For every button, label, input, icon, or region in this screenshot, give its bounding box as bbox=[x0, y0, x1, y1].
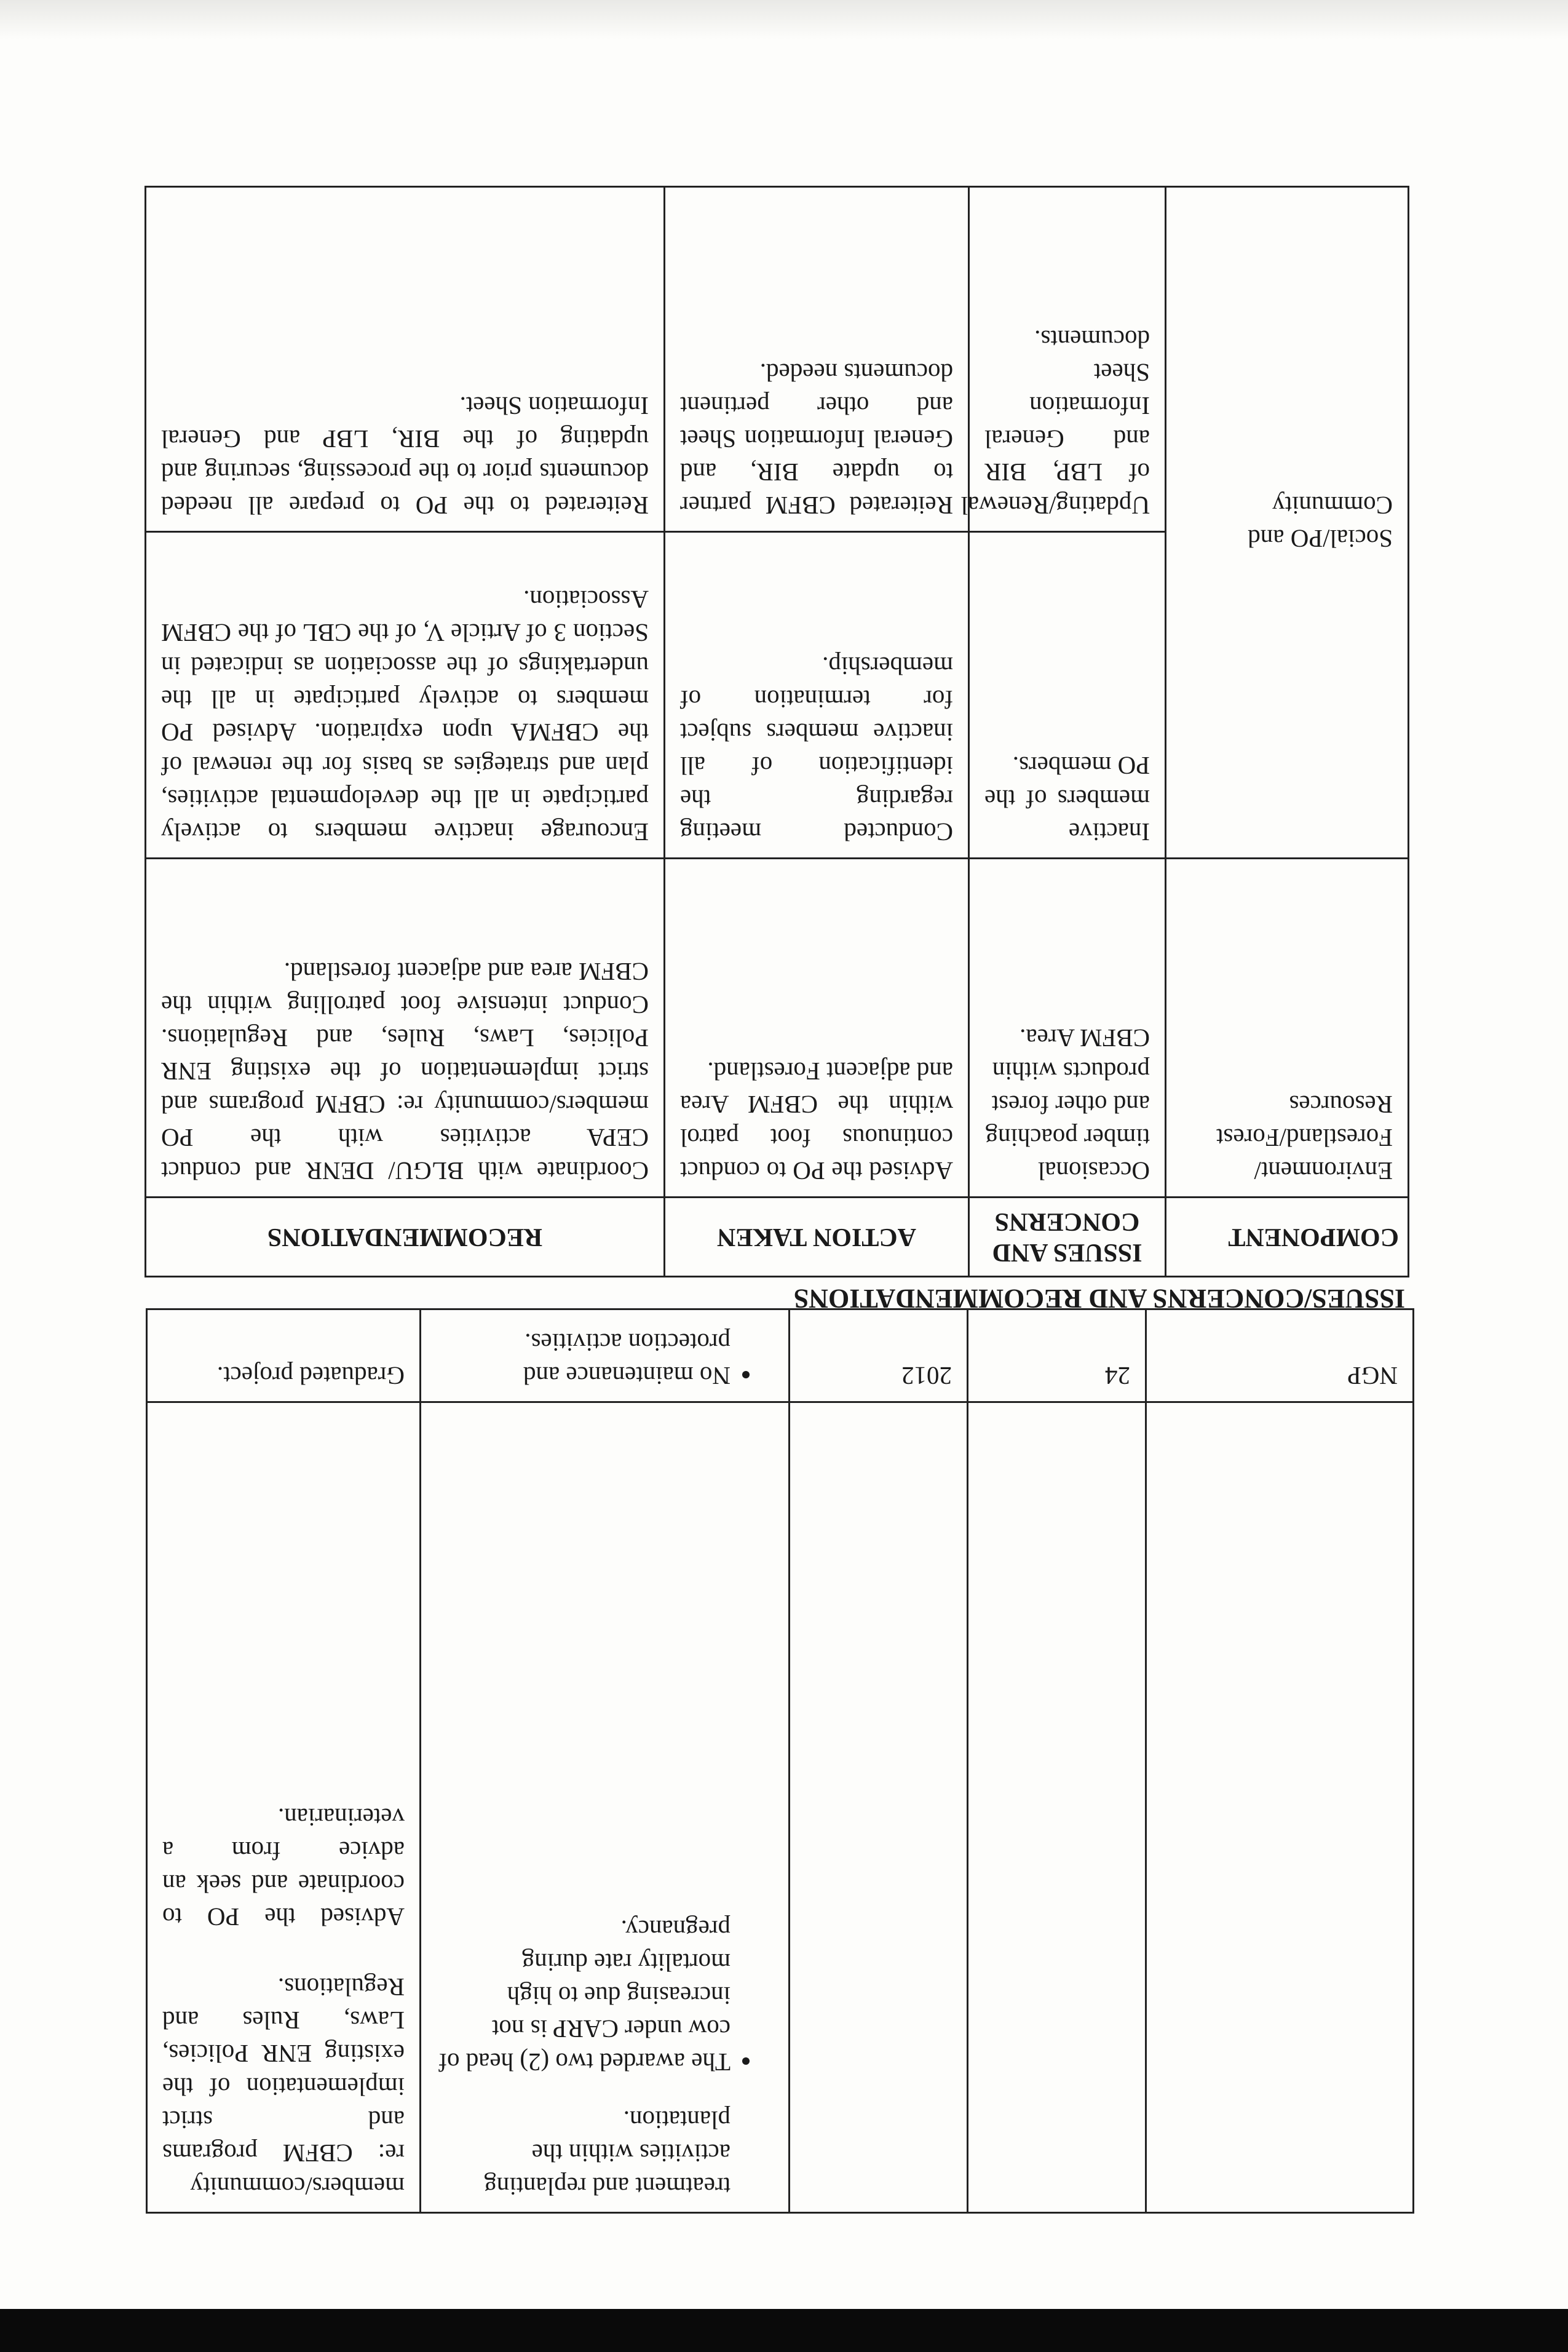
bullet-list bbox=[436, 1913, 774, 2079]
table-row bbox=[146, 859, 1409, 1198]
section-heading: ISSUES/CONCERNS AND RECOMMENDATIONS bbox=[793, 1284, 1405, 1314]
cell-text: members/community re: CBFM programs and strict implementation of the existing ENR Policies, Laws, Rules and Regulations. bbox=[162, 1973, 405, 2201]
table-row bbox=[147, 1309, 1414, 1402]
list-item: • No maintenance and protection activities. bbox=[436, 1326, 731, 1393]
cell-text: Advised the PO to coordinate and seek an advice from a veterinarian. bbox=[162, 1803, 405, 1931]
component-cell: Social/PO and Community bbox=[1166, 187, 1409, 859]
header-action: ACTION TAKEN bbox=[665, 1198, 969, 1277]
scan-shadow bbox=[0, 0, 1568, 39]
continuation-table bbox=[146, 1308, 1414, 2214]
table-cell: Graduated project. bbox=[147, 1309, 421, 1402]
issues-table bbox=[145, 186, 1409, 1277]
cell-text: treatment and replanting activities within the plantation. bbox=[484, 2106, 731, 2201]
issues-cell: Inactive members of the PO members. bbox=[969, 532, 1166, 859]
bullet-list bbox=[436, 1326, 774, 1393]
recommendations-cell: Encourage inactive members to actively participate in all the developmental activities, plan and strategies as basis for the renewal of the CBFMA upon expiration. Advised PO members to actively participate in all the undertakings of the association as indicated in Section 3 of Article V, of the CBL of the CBFM Association. bbox=[146, 532, 665, 859]
recommendations-cell: Coordinate with BLGU/ DENR and conduct CEPA activities with the PO members/community re: CBFM programs and strict implementation of the existing ENR Policies, Laws, Rules, and Regulations. Conduct intensive foot patrolling within the CBFM area and adjacent forestland. bbox=[146, 859, 665, 1198]
table-cell bbox=[1146, 1402, 1414, 2213]
header-recommendations: RECOMMENDATIONS bbox=[146, 1198, 665, 1277]
scan-edge-band bbox=[0, 2309, 1568, 2352]
table-cell: NGP bbox=[1146, 1309, 1414, 1402]
table-cell bbox=[147, 1402, 421, 2213]
action-cell: Advised the PO to conduct continuous foot patrol within the CBFM Area and adjacent Forestland. bbox=[665, 859, 969, 1198]
table-cell bbox=[421, 1309, 790, 1402]
table-row bbox=[147, 1402, 1414, 2213]
recommendations-cell: Reiterated to the PO to prepare all needed documents prior to the processing, securing and updating of the BIR, LBP and General Information Sheet. bbox=[146, 187, 665, 532]
component-cell: Environment/ Forestland/Forest Resources bbox=[1166, 859, 1409, 1198]
action-cell: Reiterated CBFM partner to update BIR, and General Information Sheet and other pertinent documents needed. bbox=[665, 187, 969, 532]
list-item: • The awarded two (2) head of cow under CARP is not increasing due to high mortality rate during pregnancy. bbox=[436, 1913, 731, 2079]
issues-cell: Occasional timber poaching and other forest products within CBFM Area. bbox=[969, 859, 1166, 1198]
table-header-row bbox=[146, 1198, 1409, 1277]
table-cell bbox=[968, 1402, 1146, 2213]
table-row bbox=[146, 532, 1409, 859]
action-cell: Conducted meeting regarding the identification of all inactive members subject for termination of membership. bbox=[665, 532, 969, 859]
header-component: COMPONENT bbox=[1166, 1198, 1409, 1277]
table-cell: 2012 bbox=[790, 1309, 968, 1402]
table-cell bbox=[790, 1402, 968, 2213]
table-cell bbox=[421, 1402, 790, 2213]
issues-cell: Updating/Renewal of LBP, BIR and General Information Sheet documents. bbox=[969, 187, 1166, 532]
header-issues: ISSUES AND CONCERNS bbox=[969, 1198, 1166, 1277]
table-cell: 24 bbox=[968, 1309, 1146, 1402]
